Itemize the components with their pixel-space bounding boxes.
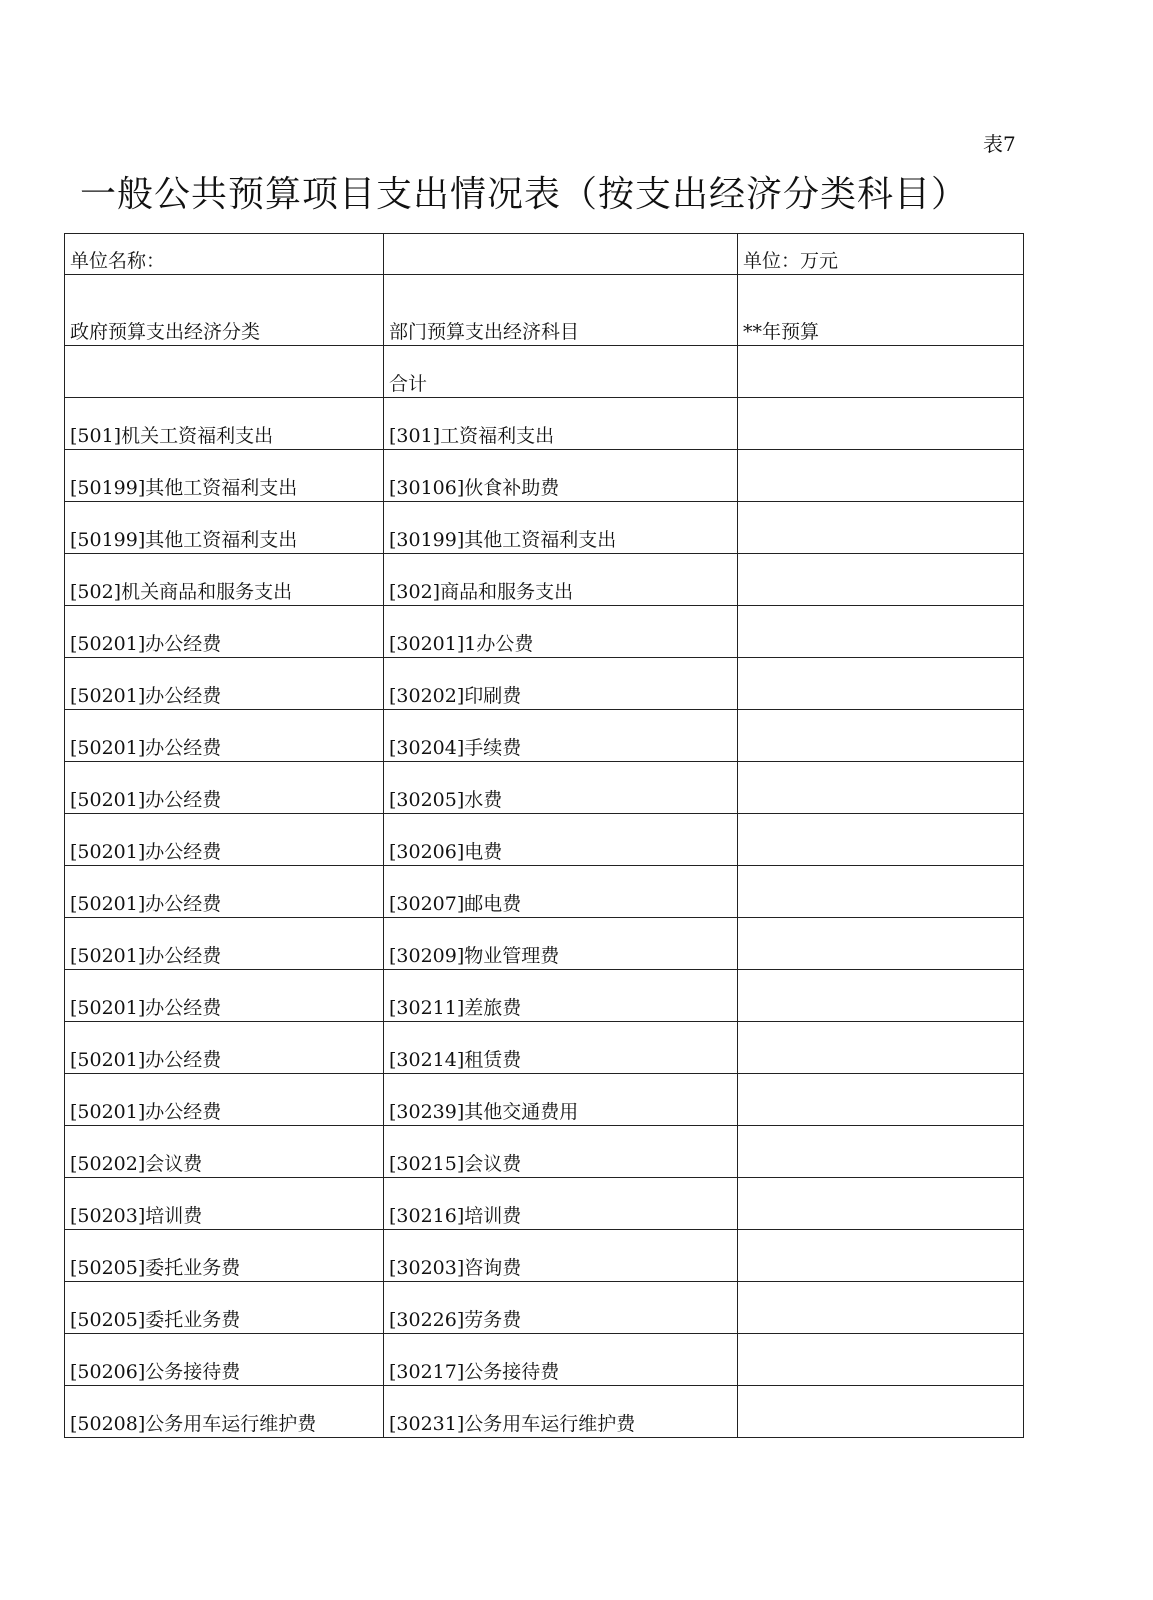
- gov-class-cell: [50201]办公经费: [65, 710, 384, 762]
- budget-amount-cell: [738, 1230, 1024, 1282]
- dept-subject-cell: [30206]电费: [384, 814, 738, 866]
- table-row: [65, 1282, 1024, 1334]
- budget-amount-cell: [738, 450, 1024, 502]
- table-row: [65, 554, 1024, 606]
- table-row: [65, 1178, 1024, 1230]
- table-row: [65, 450, 1024, 502]
- dept-subject-cell: [30215]会议费: [384, 1126, 738, 1178]
- table-row: [65, 658, 1024, 710]
- dept-subject-cell: [30201]1办公费: [384, 606, 738, 658]
- table-row: [65, 866, 1024, 918]
- gov-class-cell: [50199]其他工资福利支出: [65, 450, 384, 502]
- gov-class-cell: [50201]办公经费: [65, 658, 384, 710]
- unit-name-label: 单位名称：: [65, 234, 384, 275]
- total-gov-cell: [65, 346, 384, 398]
- table-row: [65, 398, 1024, 450]
- dept-subject-cell: [30211]差旅费: [384, 970, 738, 1022]
- budget-amount-cell: [738, 762, 1024, 814]
- dept-subject-cell: [30216]培训费: [384, 1178, 738, 1230]
- dept-subject-cell: [30214]租赁费: [384, 1022, 738, 1074]
- gov-class-cell: [50201]办公经费: [65, 1074, 384, 1126]
- dept-subject-cell: [30205]水费: [384, 762, 738, 814]
- table-row: [65, 1126, 1024, 1178]
- budget-amount-cell: [738, 1334, 1024, 1386]
- table-row: [65, 1022, 1024, 1074]
- table-row: [65, 762, 1024, 814]
- gov-class-cell: [50201]办公经费: [65, 918, 384, 970]
- page-title: 一般公共预算项目支出情况表（按支出经济分类科目）: [80, 174, 969, 215]
- budget-amount-cell: [738, 1074, 1024, 1126]
- budget-amount-cell: [738, 398, 1024, 450]
- budget-amount-cell: [738, 866, 1024, 918]
- table-row: [65, 502, 1024, 554]
- table-row: [65, 1230, 1024, 1282]
- dept-subject-cell: [30209]物业管理费: [384, 918, 738, 970]
- budget-amount-cell: [738, 1386, 1024, 1438]
- column-header-gov-class: 政府预算支出经济分类: [65, 275, 384, 346]
- dept-subject-cell: [30239]其他交通费用: [384, 1074, 738, 1126]
- budget-amount-cell: [738, 606, 1024, 658]
- table-row: [65, 1334, 1024, 1386]
- dept-subject-cell: [30106]伙食补助费: [384, 450, 738, 502]
- gov-class-cell: [50201]办公经费: [65, 762, 384, 814]
- dept-subject-cell: [30207]邮电费: [384, 866, 738, 918]
- gov-class-cell: [50201]办公经费: [65, 1022, 384, 1074]
- dept-subject-cell: [30231]公务用车运行维护费: [384, 1386, 738, 1438]
- gov-class-cell: [50202]会议费: [65, 1126, 384, 1178]
- total-label: 合计: [384, 346, 738, 398]
- table-row: [65, 1386, 1024, 1438]
- gov-class-cell: [50205]委托业务费: [65, 1282, 384, 1334]
- budget-amount-cell: [738, 554, 1024, 606]
- unit-label: 单位：万元: [738, 234, 1024, 275]
- budget-table: [64, 233, 1024, 1438]
- gov-class-cell: [50205]委托业务费: [65, 1230, 384, 1282]
- gov-class-cell: [50199]其他工资福利支出: [65, 502, 384, 554]
- table-row: [65, 814, 1024, 866]
- gov-class-cell: [50201]办公经费: [65, 970, 384, 1022]
- budget-amount-cell: [738, 970, 1024, 1022]
- gov-class-cell: [502]机关商品和服务支出: [65, 554, 384, 606]
- gov-class-cell: [501]机关工资福利支出: [65, 398, 384, 450]
- table-row: [65, 710, 1024, 762]
- table-number: 表7: [983, 132, 1016, 156]
- budget-amount-cell: [738, 1022, 1024, 1074]
- dept-subject-cell: [30202]印刷费: [384, 658, 738, 710]
- budget-amount-cell: [738, 502, 1024, 554]
- budget-amount-cell: [738, 1282, 1024, 1334]
- header-row: [65, 275, 1024, 346]
- unit-row: [65, 234, 1024, 275]
- budget-amount-cell: [738, 814, 1024, 866]
- budget-amount-cell: [738, 1178, 1024, 1230]
- budget-amount-cell: [738, 918, 1024, 970]
- budget-amount-cell: [738, 710, 1024, 762]
- table-row: [65, 606, 1024, 658]
- dept-subject-cell: [30199]其他工资福利支出: [384, 502, 738, 554]
- gov-class-cell: [50201]办公经费: [65, 814, 384, 866]
- table-row: [65, 970, 1024, 1022]
- total-amount-cell: [738, 346, 1024, 398]
- table-row: [65, 918, 1024, 970]
- dept-subject-cell: [30204]手续费: [384, 710, 738, 762]
- dept-subject-cell: [30203]咨询费: [384, 1230, 738, 1282]
- gov-class-cell: [50208]公务用车运行维护费: [65, 1386, 384, 1438]
- gov-class-cell: [50201]办公经费: [65, 606, 384, 658]
- dept-subject-cell: [302]商品和服务支出: [384, 554, 738, 606]
- total-row: [65, 346, 1024, 398]
- column-header-dept-subject: 部门预算支出经济科目: [384, 275, 738, 346]
- dept-subject-cell: [301]工资福利支出: [384, 398, 738, 450]
- gov-class-cell: [50206]公务接待费: [65, 1334, 384, 1386]
- dept-subject-cell: [30226]劳务费: [384, 1282, 738, 1334]
- dept-subject-cell: [30217]公务接待费: [384, 1334, 738, 1386]
- table-row: [65, 1074, 1024, 1126]
- gov-class-cell: [50201]办公经费: [65, 866, 384, 918]
- column-header-budget-year: **年预算: [738, 275, 1024, 346]
- budget-amount-cell: [738, 1126, 1024, 1178]
- unit-name-value: [384, 234, 738, 275]
- gov-class-cell: [50203]培训费: [65, 1178, 384, 1230]
- budget-amount-cell: [738, 658, 1024, 710]
